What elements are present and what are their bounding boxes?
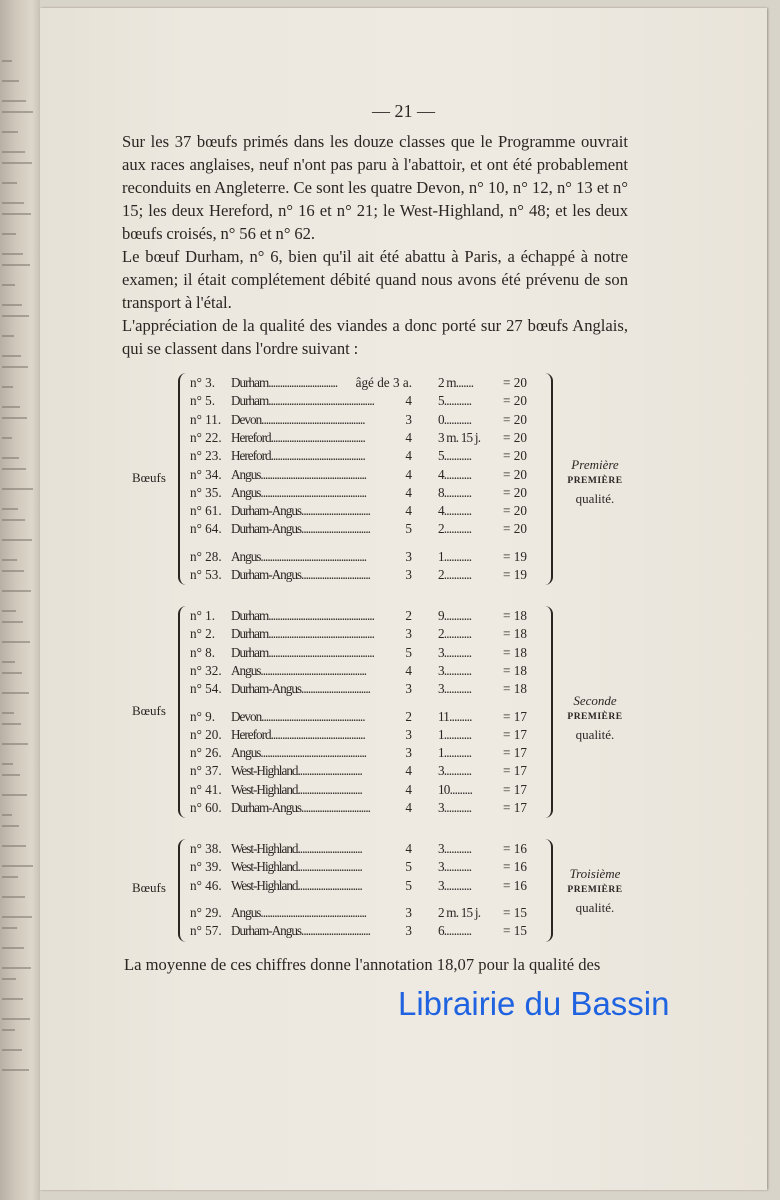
breed: Angus.............................................. xyxy=(231,904,367,920)
left-brace xyxy=(178,839,186,942)
age-years: 4 xyxy=(405,841,412,856)
entry-number: n° 1. xyxy=(190,608,216,623)
quality-label xyxy=(560,456,630,507)
quality-score: = 17 xyxy=(503,726,527,742)
age-months: 10......... xyxy=(438,781,473,797)
age-years: 3 xyxy=(405,726,412,742)
entry-number: n° 2. xyxy=(190,626,216,642)
entry-number: n° 34. xyxy=(190,466,222,482)
quality-score: = 19 xyxy=(503,567,527,582)
quality-class: PREMIÈRE xyxy=(567,476,623,486)
entry-number: n° 64. xyxy=(190,521,222,537)
age-years: 4 xyxy=(405,781,412,797)
age-years: 3 xyxy=(405,923,412,939)
quality-rank: Troisième xyxy=(569,866,621,881)
entry-number: n° 61. xyxy=(190,503,222,519)
breed: Durham-Angus.............................. xyxy=(231,567,370,582)
entry-number: n° 28. xyxy=(190,548,222,564)
age-months: 3........... xyxy=(438,681,472,697)
age-months: 3........... xyxy=(438,662,472,678)
age-months: 3........... xyxy=(438,841,472,856)
age-years: 4 xyxy=(405,393,412,409)
quality-score: = 18 xyxy=(503,662,527,678)
quality-score: = 20 xyxy=(503,375,527,390)
entry-number: n° 8. xyxy=(190,644,216,660)
breed: Durham.............................. xyxy=(231,375,338,390)
age-months: 2........... xyxy=(438,521,472,537)
breed: Durham-Angus.............................. xyxy=(231,503,370,519)
age-years: 3 xyxy=(405,548,412,564)
entry-number: n° 57. xyxy=(190,923,222,939)
age-months: 3........... xyxy=(438,763,472,779)
entry-number: n° 37. xyxy=(190,763,222,779)
breed: Hereford......................................... xyxy=(231,448,365,464)
quality-score: = 18 xyxy=(503,608,527,623)
breed: Angus.............................................. xyxy=(231,484,367,500)
entry-number: n° 32. xyxy=(190,662,222,678)
right-brace xyxy=(545,373,553,585)
quality-score: = 20 xyxy=(503,393,527,409)
age-months: 5........... xyxy=(438,393,472,409)
breed: West-Highland............................ xyxy=(231,877,362,893)
left-brace xyxy=(178,606,186,818)
entry-number: n° 3. xyxy=(190,375,216,390)
breed: Angus.............................................. xyxy=(231,466,367,482)
entry-number: n° 54. xyxy=(190,681,222,697)
quality-score: = 15 xyxy=(503,904,527,920)
quality-rank: Seconde xyxy=(573,693,617,708)
quality-class: PREMIÈRE xyxy=(567,712,623,722)
breed: Durham-Angus.............................. xyxy=(231,923,370,939)
breed: Devon............................................. xyxy=(231,708,365,724)
quality-rank: Première xyxy=(571,457,619,472)
entry-number: n° 53. xyxy=(190,567,222,582)
age-years: 3 xyxy=(405,411,412,427)
age-years: 4 xyxy=(405,429,412,445)
page-body xyxy=(0,130,780,1024)
age-months: 3........... xyxy=(438,644,472,660)
quality-score: = 20 xyxy=(503,484,527,500)
paragraph-3: L'appréciation de la qualité des viandes a donc porté sur 27 bœufs Anglais, qui se classent dans l'ordre suivant : xyxy=(122,316,628,358)
breed: West-Highland............................ xyxy=(231,841,362,856)
closing-line: La moyenne de ces chiffres donne l'annotation 18,07 pour la qualité des xyxy=(124,955,601,974)
age-months: 3 m. 15 j. xyxy=(438,429,481,445)
age-months: 2........... xyxy=(438,567,472,582)
group-label: Bœufs xyxy=(132,880,166,895)
quality-score: = 20 xyxy=(503,448,527,464)
entry-number: n° 22. xyxy=(190,429,222,445)
age-months: 4........... xyxy=(438,466,472,482)
quality-score: = 17 xyxy=(503,781,527,797)
breed: Angus.............................................. xyxy=(231,662,367,678)
entry-number: n° 11. xyxy=(190,411,222,427)
breed: West-Highland............................ xyxy=(231,763,362,779)
age-years: 3 xyxy=(405,904,412,920)
paragraph-2: Le bœuf Durham, n° 6, bien qu'il ait été abattu à Paris, a échappé à notre examen; il était complétement débité quand nous avons été prévenu de son transport à l'étal. xyxy=(122,247,628,312)
quality-score: = 20 xyxy=(503,466,527,482)
age-years: 4 xyxy=(405,800,412,815)
breed: Hereford......................................... xyxy=(231,726,365,742)
right-brace xyxy=(545,606,553,818)
quality-score: = 18 xyxy=(503,644,527,660)
quality-label xyxy=(560,865,630,916)
entry-number: n° 38. xyxy=(190,841,222,856)
quality-score: = 17 xyxy=(503,763,527,779)
quality-score: = 17 xyxy=(503,800,527,815)
quality-score: = 16 xyxy=(503,841,527,856)
age-years: 2 xyxy=(405,608,412,623)
breed: West-Highland............................ xyxy=(231,859,362,875)
quality-word: qualité. xyxy=(575,900,615,915)
quality-score: = 20 xyxy=(503,429,527,445)
age-years: 2 xyxy=(405,708,412,724)
age-years: 3 xyxy=(405,626,412,642)
entry-number: n° 29. xyxy=(190,904,222,920)
age-years: 4 xyxy=(405,484,412,500)
paragraph-1: Sur les 37 bœufs primés dans les douze classes que le Programme ouvrait aux races anglaises, neuf n'ont pas paru à l'abattoir, et ont été probablement reconduits en Angleterre. Ce sont les quatre Devon, n° 10, n° 12, n° 13 et n° 15; les deux Hereford, n° 16 et n° 21; le West-Highland, n° 48; et les deux bœufs croisés, n° 56 et n° 62. xyxy=(122,132,628,243)
age-months: 5........... xyxy=(438,448,472,464)
quality-score: = 17 xyxy=(503,745,527,761)
breed: Durham-Angus.............................. xyxy=(231,521,370,537)
age-years: 4 xyxy=(405,503,412,519)
breed: Durham-Angus.............................. xyxy=(231,800,370,815)
quality-score: = 18 xyxy=(503,681,527,697)
entry-number: n° 46. xyxy=(190,877,222,893)
breed: West-Highland............................ xyxy=(231,781,362,797)
quality-label xyxy=(560,692,630,743)
quality-score: = 20 xyxy=(503,411,527,427)
entry-number: n° 20. xyxy=(190,726,222,742)
breed: Hereford......................................... xyxy=(231,429,365,445)
right-brace xyxy=(545,839,553,942)
age-months: 1........... xyxy=(438,548,472,564)
age-months: 4........... xyxy=(438,503,472,519)
left-brace xyxy=(178,373,186,585)
age-months: 3........... xyxy=(438,877,472,893)
age-years: 5 xyxy=(405,877,412,893)
age-years: 5 xyxy=(405,644,412,660)
group-label: Bœufs xyxy=(132,470,166,485)
age-years: âgé de 3 a. xyxy=(355,375,412,390)
age-months: 1........... xyxy=(438,745,472,761)
quality-score: = 20 xyxy=(503,503,527,519)
quality-word: qualité. xyxy=(575,491,615,506)
breed: Devon............................................. xyxy=(231,411,365,427)
age-months: 2 m....... xyxy=(438,375,474,390)
age-months: 3........... xyxy=(438,800,472,815)
age-months: 3........... xyxy=(438,859,472,875)
breed: Durham.............................................. xyxy=(231,644,374,660)
ranking-table xyxy=(0,375,780,945)
entry-number: n° 39. xyxy=(190,859,222,875)
quality-score: = 20 xyxy=(503,521,527,537)
age-years: 5 xyxy=(405,859,412,875)
quality-score: = 15 xyxy=(503,923,527,939)
quality-score: = 16 xyxy=(503,859,527,875)
age-years: 5 xyxy=(405,521,412,537)
quality-score: = 19 xyxy=(503,548,527,564)
breed: Durham-Angus.............................. xyxy=(231,681,370,697)
age-years: 4 xyxy=(405,466,412,482)
breed: Angus.............................................. xyxy=(231,745,367,761)
watermark: Librairie du Bassin xyxy=(398,985,670,1022)
age-months: 11......... xyxy=(438,708,472,724)
age-months: 6........... xyxy=(438,923,472,939)
breed: Angus.............................................. xyxy=(231,548,367,564)
age-years: 4 xyxy=(405,662,412,678)
quality-score: = 17 xyxy=(503,708,527,724)
page-number: — 21 — xyxy=(372,101,435,121)
age-months: 2........... xyxy=(438,626,472,642)
entry-number: n° 41. xyxy=(190,781,222,797)
entry-number: n° 9. xyxy=(190,708,216,724)
entry-number: n° 26. xyxy=(190,745,222,761)
quality-score: = 18 xyxy=(503,626,527,642)
entry-number: n° 35. xyxy=(190,484,222,500)
breed: Durham.............................................. xyxy=(231,626,374,642)
entry-number: n° 60. xyxy=(190,800,222,815)
age-years: 4 xyxy=(405,763,412,779)
age-years: 4 xyxy=(405,448,412,464)
age-years: 3 xyxy=(405,567,412,582)
breed: Durham.............................................. xyxy=(231,393,374,409)
group-label: Bœufs xyxy=(132,703,166,718)
age-months: 0........... xyxy=(438,411,472,427)
quality-word: qualité. xyxy=(575,727,615,742)
age-months: 1........... xyxy=(438,726,472,742)
quality-class: PREMIÈRE xyxy=(567,885,623,895)
quality-score: = 16 xyxy=(503,877,527,893)
age-months: 2 m. 15 j. xyxy=(438,904,481,920)
breed: Durham.............................................. xyxy=(231,608,374,623)
age-months: 9........... xyxy=(438,608,472,623)
entry-number: n° 23. xyxy=(190,448,222,464)
entry-number: n° 5. xyxy=(190,393,216,409)
age-years: 3 xyxy=(405,745,412,761)
age-years: 3 xyxy=(405,681,412,697)
age-months: 8........... xyxy=(438,484,472,500)
